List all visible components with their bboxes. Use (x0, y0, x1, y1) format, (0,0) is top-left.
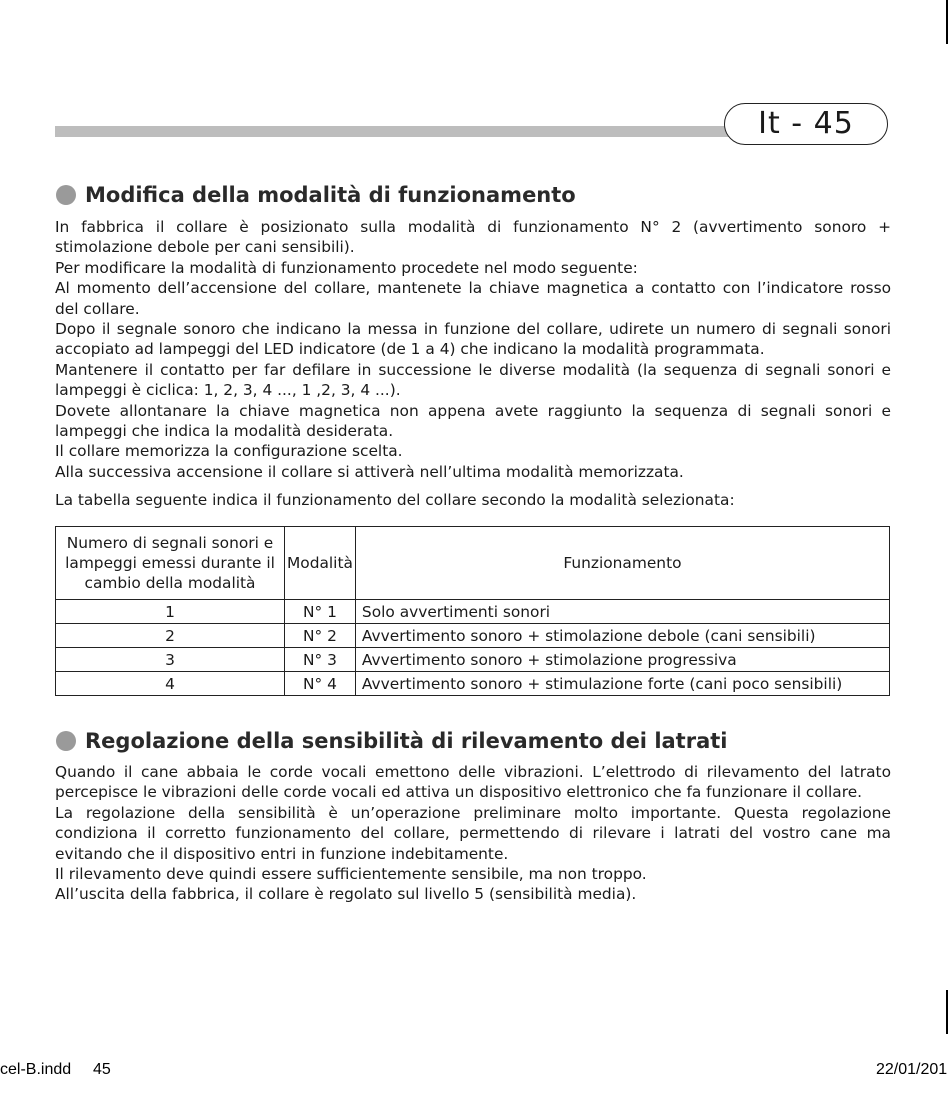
cell-signal-count: 1 (56, 600, 285, 624)
crop-mark-top (946, 0, 948, 44)
footer-filename: cel-B.indd (0, 1061, 72, 1078)
cell-mode: N° 3 (285, 648, 356, 672)
paragraph: Il rilevamento deve quindi essere sufficientemente sensibile, ma non troppo. (55, 865, 647, 884)
cell-signal-count: 4 (56, 672, 285, 696)
section-heading-sensitivity (56, 729, 728, 753)
section-title: Regolazione della sensibilità di rilevamento dei latrati (85, 729, 728, 753)
cell-function: Avvertimento sonoro + stimolazione debole (cani sensibili) (355, 624, 889, 648)
footer-page-number: 45 (93, 1061, 111, 1078)
cell-mode: N° 2 (285, 624, 356, 648)
paragraph: Quando il cane abbaia le corde vocali emettono delle vibrazioni. L’elettrodo di rilevamento del latrato percepisce le vibrazioni delle corde vocali ed attiva un dispositivo elettronico che fa funzionare il collare. (55, 763, 891, 802)
header-bar (55, 126, 735, 137)
paragraph: Il collare memorizza la configurazione scelta. (55, 442, 403, 461)
paragraph: Dovete allontanare la chiave magnetica non appena avete raggiunto la sequenza di segnali sonori e lampeggi che indica la modalità desiderata. (55, 401, 891, 441)
column-header-signal-count: Numero di segnali sonori e lampeggi emessi durante il cambio della modalità (56, 527, 285, 600)
section-body-sensitivity (55, 762, 891, 905)
table-row (56, 672, 890, 696)
cell-signal-count: 2 (56, 624, 285, 648)
paragraph: Al momento dell’accensione del collare, mantenete la chiave magnetica a contatto con l’indicatore rosso del collare. (55, 279, 891, 318)
table-intro: La tabella seguente indica il funzionamento del collare secondo la modalità selezionata: (55, 491, 735, 509)
cell-signal-count: 3 (56, 648, 285, 672)
paragraph: Alla successiva accensione il collare si attiverà nell’ultima modalità memorizzata. (55, 462, 684, 481)
paragraph: Per modificare la modalità di funzionamento procedete nel modo seguente: (55, 258, 638, 277)
column-header-mode: Modalità (285, 527, 356, 600)
table-row (56, 624, 890, 648)
table-header-row (56, 527, 890, 600)
table-row (56, 600, 890, 624)
cell-function: Avvertimento sonoro + stimulazione forte (cani poco sensibili) (355, 672, 889, 696)
bullet-circle-icon (56, 185, 76, 205)
table-row (56, 648, 890, 672)
cell-function: Avvertimento sonoro + stimolazione progressiva (355, 648, 889, 672)
paragraph: Mantenere il contatto per far defilare in successione le diverse modalità (la sequenza di segnali sonori e lampeggi è ciclica: 1, 2, 3, 4 ..., 1 ,2, 3, 4 ...). (55, 360, 891, 400)
cell-mode: N° 4 (285, 672, 356, 696)
page-label: It - 45 (724, 103, 888, 145)
section-body-mode (55, 217, 891, 482)
mode-table (55, 526, 890, 696)
cell-mode: N° 1 (285, 600, 356, 624)
section-heading-mode (56, 183, 576, 207)
crop-mark-bottom (946, 990, 948, 1034)
footer-date: 22/01/201 (876, 1061, 948, 1078)
section-title: Modifica della modalità di funzionamento (85, 183, 576, 207)
paragraph: La regolazione della sensibilità è un’operazione preliminare molto importante. Questa regolazione condiziona il corretto funzionamento del collare, permettendo di rilevare i latrati del vostro cane ma evitando che il dispositivo entri in funzione indebitamente. (55, 803, 891, 863)
paragraph: In fabbrica il collare è posizionato sulla modalità di funzionamento N° 2 (avvertimento sonoro + stimolazione debole per cani sensibili). (55, 218, 891, 257)
paragraph: All’uscita della fabbrica, il collare è regolato sul livello 5 (sensibilità media). (55, 885, 637, 904)
bullet-circle-icon (56, 731, 76, 751)
column-header-function: Funzionamento (355, 527, 889, 600)
paragraph: Dopo il segnale sonoro che indicano la messa in funzione del collare, udirete un numero di segnali sonori accopiato ad lampeggi del LED indicatore (de 1 a 4) che indicano la modalità programmata. (55, 320, 891, 359)
cell-function: Solo avvertimenti sonori (355, 600, 889, 624)
